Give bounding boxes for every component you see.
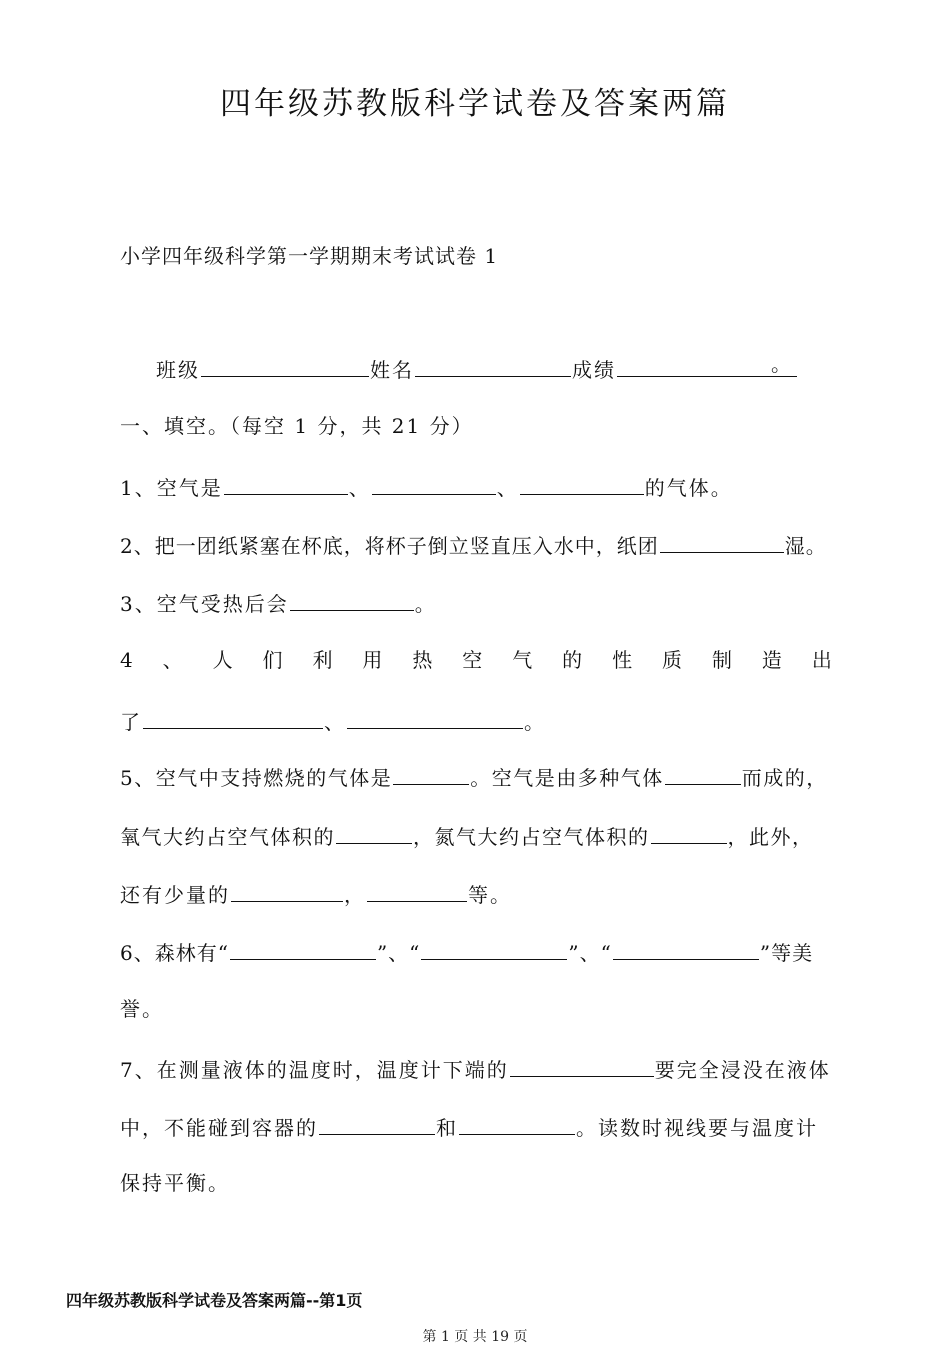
page-number: 第 1 页 共 19 页 [422,1329,528,1345]
q4-char: 空 [462,648,483,672]
question-4-line-2 [120,704,546,734]
q5-blank-3[interactable] [336,819,412,844]
q3-blank[interactable] [290,586,414,611]
q5-text-e: ，氮气大约占空气体积的 [413,825,650,849]
name-blank[interactable] [415,352,571,377]
q6-blank-3[interactable] [613,935,759,960]
q4-char: 热 [412,648,433,672]
question-5-line-1 [120,760,828,790]
question-1 [120,470,733,500]
q5-text-f: ，此外， [727,825,814,849]
exam-subtitle: 小学四年级科学第一学期期末考试试卷 1 [120,244,499,268]
q5-text-i: 等。 [468,883,512,907]
q7-blank-1[interactable] [510,1052,654,1077]
q4-char: 用 [362,648,383,672]
q5-text-a: 5、空气中支持燃烧的气体是 [120,766,393,790]
q3-end: 。 [414,592,437,616]
q2-end: 湿。 [784,534,827,558]
q5-blank-5[interactable] [231,877,343,902]
q5-text-c: 而成的， [741,766,828,790]
q4-char: 的 [562,648,583,672]
q6-text-d: ”等美 [759,941,814,965]
question-6-line-2: 誉。 [120,997,164,1021]
q7-blank-2[interactable] [319,1110,435,1135]
q4-char: 性 [612,648,633,672]
q4-text-2: 了 [120,710,142,734]
q4-blank-2[interactable] [347,704,523,729]
question-7-line-1 [120,1052,831,1082]
q6-text-c: ”、“ [568,941,612,965]
q4-char: 造 [761,648,782,672]
q7-blank-3[interactable] [459,1110,575,1135]
q7-text-d: 和 [436,1116,458,1140]
name-label: 姓名 [370,358,414,382]
q5-text-g: 还有少量的 [120,883,230,907]
q6-text-a: 6、森林有“ [120,941,229,965]
q7-text-b: 要完全浸没在液体 [654,1058,831,1082]
q4-char: 们 [262,648,283,672]
question-4-line-1 [120,645,832,675]
q4-end: 。 [524,710,546,734]
q1-end: 的气体。 [644,476,733,500]
student-info-row [156,352,798,382]
score-label: 成绩 [572,358,616,382]
q1-blank-1[interactable] [224,470,348,495]
q1-sep-2: 、 [496,476,519,500]
score-end: 。 [771,352,793,376]
page-title: 四年级苏教版科学试卷及答案两篇 [220,86,730,122]
question-7-line-3: 保持平衡。 [120,1171,230,1195]
q6-text-b: ”、“ [376,941,421,965]
q1-blank-3[interactable] [520,470,644,495]
q4-char: 质 [662,648,683,672]
q6-blank-1[interactable] [230,935,376,960]
q4-sep: 、 [324,710,346,734]
question-2 [120,528,827,558]
q4-char: 制 [711,648,732,672]
score-blank[interactable] [617,352,797,377]
q1-sep-1: 、 [348,476,371,500]
q5-blank-1[interactable] [393,760,469,785]
q4-char: 人 [212,648,233,672]
class-label: 班级 [156,358,200,382]
q4-char: 4 [120,648,133,672]
q7-text-c: 中，不能碰到容器的 [120,1116,318,1140]
question-7-line-2 [120,1110,818,1140]
q4-char: 利 [312,648,333,672]
q1-text: 1、空气是 [120,476,223,500]
q4-char: 、 [162,648,183,672]
q5-blank-2[interactable] [665,760,741,785]
q2-text: 2、把一团纸紧塞在杯底，将杯子倒立竖直压入水中，纸团 [120,534,659,558]
q5-text-h: ， [344,883,366,907]
class-blank[interactable] [201,352,369,377]
question-6-line-1 [120,935,813,965]
q4-blank-1[interactable] [143,704,323,729]
q6-blank-2[interactable] [421,935,567,960]
q7-text-e: 。读数时视线要与温度计 [576,1116,818,1140]
q1-blank-2[interactable] [372,470,496,495]
question-3 [120,586,437,616]
q4-char: 出 [811,648,832,672]
q2-blank[interactable] [660,528,784,553]
section-heading: 一、填空。（每空 1 分，共 21 分） [120,414,474,438]
q5-text-b: 。空气是由多种气体 [470,766,664,790]
q7-text-a: 7、在测量液体的温度时，温度计下端的 [120,1058,509,1082]
q5-text-d: 氧气大约占空气体积的 [120,825,335,849]
q5-blank-6[interactable] [367,877,467,902]
q5-blank-4[interactable] [651,819,727,844]
footer-document-label: 四年级苏教版科学试卷及答案两篇--第1页 [66,1291,363,1310]
question-5-line-2 [120,819,814,849]
question-5-line-3 [120,877,512,907]
q3-text: 3、空气受热后会 [120,592,289,616]
q4-char: 气 [512,648,533,672]
